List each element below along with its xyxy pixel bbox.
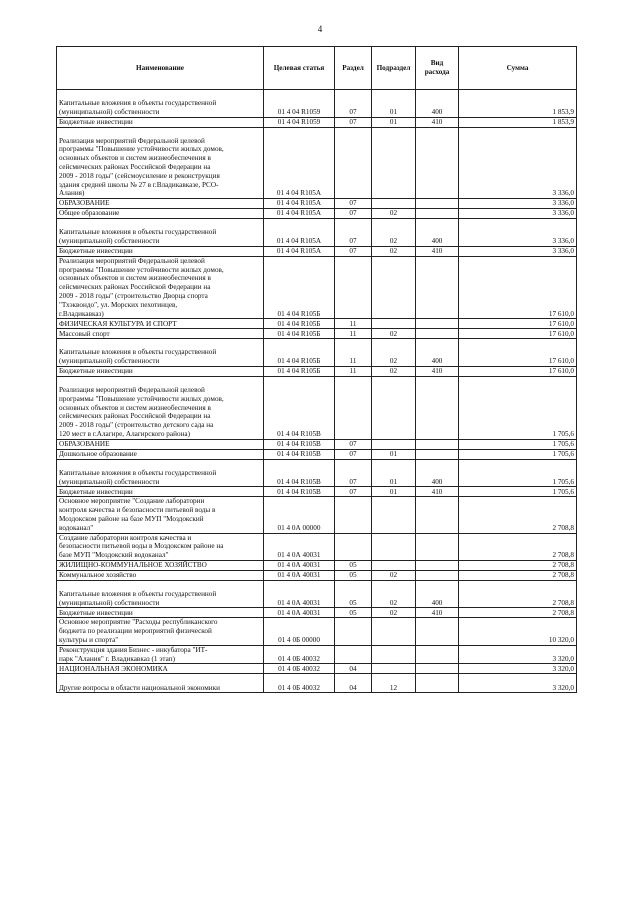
cell-name-line: 2009 - 2018 годы" (сейсмоусиление и реконструкция: [59, 171, 220, 180]
cell-target: 01 4 04 R105Б: [264, 319, 335, 329]
cell-sum: 1 705,6: [459, 487, 577, 497]
cell-sum: 17 610,0: [459, 319, 577, 329]
cell-subsection: [372, 645, 416, 664]
cell-section: 07: [335, 449, 372, 459]
cell-section: 05: [335, 580, 372, 608]
cell-target: 01 4 04 R105Б: [264, 256, 335, 319]
cell-name: [57, 439, 264, 449]
cell-expense-type: [416, 674, 459, 693]
cell-subsection: [372, 560, 416, 570]
cell-name-line: программы "Повышение устойчивости жилых домов,: [59, 394, 224, 403]
budget-table: [56, 46, 577, 693]
table-row: [57, 117, 577, 127]
cell-expense-type: 400: [416, 219, 459, 247]
cell-subsection: 12: [372, 674, 416, 693]
table-row: [57, 329, 577, 339]
cell-subsection: [372, 533, 416, 560]
table-row: [57, 560, 577, 570]
cell-sum: 17 610,0: [459, 256, 577, 319]
table-row: [57, 219, 577, 247]
table-row: [57, 90, 577, 118]
cell-target: 01 4 04 R105В: [264, 459, 335, 487]
cell-target: 01 4 04 R105Б: [264, 339, 335, 367]
cell-section: 05: [335, 560, 372, 570]
cell-sum: 2 708,8: [459, 533, 577, 560]
cell-sum: 17 610,0: [459, 339, 577, 367]
cell-target: 01 4 04 R105В: [264, 439, 335, 449]
cell-expense-type: [416, 645, 459, 664]
cell-name-line: Реализация мероприятий Федеральной целевой: [59, 256, 205, 265]
cell-name: [57, 497, 264, 533]
cell-name-line: Бюджетные инвестиции: [59, 117, 133, 126]
cell-name-line: программы "Повышение устойчивости жилых домов,: [59, 145, 224, 154]
header-subsection: Подраздел: [372, 47, 416, 90]
cell-subsection: 01: [372, 487, 416, 497]
cell-sum: 2 708,8: [459, 570, 577, 580]
cell-name: [57, 339, 264, 367]
table-row: [57, 319, 577, 329]
cell-name: [57, 219, 264, 247]
cell-expense-type: [416, 560, 459, 570]
cell-section: 04: [335, 664, 372, 674]
cell-section: 07: [335, 246, 372, 256]
cell-section: 07: [335, 487, 372, 497]
cell-expense-type: [416, 664, 459, 674]
cell-expense-type: [416, 199, 459, 209]
cell-sum: 17 610,0: [459, 366, 577, 376]
cell-subsection: [372, 618, 416, 645]
header-target: Целевая статья: [264, 47, 335, 90]
cell-name-line: бюджета по реализации мероприятий физической: [59, 627, 212, 636]
cell-subsection: 01: [372, 117, 416, 127]
cell-name-line: Основное мероприятие "Расходы республиканского: [59, 618, 218, 627]
cell-section: [335, 645, 372, 664]
cell-section: [335, 127, 372, 199]
table-row: [57, 533, 577, 560]
cell-sum: 3 336,0: [459, 219, 577, 247]
cell-subsection: 02: [372, 570, 416, 580]
cell-subsection: [372, 376, 416, 439]
cell-name: [57, 329, 264, 339]
cell-name-line: Основное мероприятие "Создание лаборатории: [59, 497, 205, 506]
cell-expense-type: [416, 319, 459, 329]
cell-name-line: сейсмических районах Российской Федерации на: [59, 162, 211, 171]
cell-target: 01 4 0А 40031: [264, 560, 335, 570]
table-row: [57, 608, 577, 618]
cell-expense-type: [416, 209, 459, 219]
cell-name-line: Создание лаборатории контроля качества и: [59, 533, 192, 542]
cell-name-line: Дошкольное образование: [59, 449, 137, 458]
cell-target: 01 4 04 R105А: [264, 199, 335, 209]
cell-name-line: Капитальные вложения в объекты государственной: [59, 228, 217, 237]
cell-name-line: контроля качества и безопасности питьевой воды в: [59, 506, 216, 515]
cell-name: [57, 487, 264, 497]
page-number: 4: [317, 24, 323, 34]
cell-subsection: 01: [372, 90, 416, 118]
cell-name-line: Общее образование: [59, 209, 120, 218]
cell-name: [57, 618, 264, 645]
cell-expense-type: [416, 449, 459, 459]
cell-target: 01 4 0Б 00000: [264, 618, 335, 645]
cell-subsection: 02: [372, 246, 416, 256]
cell-name-line: Бюджетные инвестиции: [59, 246, 133, 255]
cell-name: [57, 645, 264, 664]
cell-name-line: Коммунальное хозяйство: [59, 571, 137, 580]
cell-name: [57, 533, 264, 560]
cell-section: [335, 256, 372, 319]
cell-section: [335, 618, 372, 645]
cell-name-line: (муниципальной) собственности: [59, 357, 160, 366]
cell-name-line: Моздокском районе на базе МУП "Моздокский: [59, 514, 204, 523]
cell-name-line: базе МУП "Моздокский водоканал": [59, 551, 169, 560]
header-sum: Сумма: [459, 47, 577, 90]
cell-section: 07: [335, 90, 372, 118]
cell-name-line: ОБРАЗОВАНИЕ: [59, 199, 110, 208]
cell-name-line: ЖИЛИЩНО-КОММУНАЛЬНОЕ ХОЗЯЙСТВО: [59, 561, 207, 570]
table-header-row: [57, 47, 577, 90]
cell-name-line: Реализация мероприятий Федеральной целевой: [59, 136, 205, 145]
cell-expense-type: 410: [416, 487, 459, 497]
header-expense-type-line2: расхода: [424, 68, 450, 76]
header-expense-type: [416, 47, 459, 90]
table-row: [57, 449, 577, 459]
cell-name-line: Капитальные вложения в объекты государственной: [59, 468, 217, 477]
cell-sum: 1 853,9: [459, 117, 577, 127]
cell-sum: 3 336,0: [459, 199, 577, 209]
table-row: [57, 339, 577, 367]
cell-target: 01 4 04 R105В: [264, 487, 335, 497]
cell-target: 01 4 04 R1059: [264, 117, 335, 127]
cell-name: [57, 246, 264, 256]
cell-expense-type: 400: [416, 339, 459, 367]
cell-section: [335, 533, 372, 560]
cell-name: [57, 664, 264, 674]
cell-target: 01 4 0Б 40032: [264, 645, 335, 664]
cell-name: [57, 209, 264, 219]
cell-target: 01 4 04 R105Б: [264, 366, 335, 376]
cell-expense-type: [416, 376, 459, 439]
cell-name: [57, 90, 264, 118]
cell-subsection: [372, 664, 416, 674]
cell-section: 07: [335, 219, 372, 247]
cell-name-line: НАЦИОНАЛЬНАЯ ЭКОНОМИКА: [59, 664, 168, 673]
cell-subsection: 02: [372, 219, 416, 247]
cell-target: 01 4 04 R105А: [264, 246, 335, 256]
cell-name-line: (муниципальной) собственности: [59, 598, 160, 607]
cell-name: [57, 580, 264, 608]
header-name: Наименование: [57, 47, 264, 90]
cell-name-line: основных объектов и систем жизнеобеспечения в: [59, 403, 211, 412]
cell-name-line: Бюджетные инвестиции: [59, 487, 133, 496]
table-row: [57, 246, 577, 256]
table-row: [57, 459, 577, 487]
cell-section: 07: [335, 117, 372, 127]
cell-subsection: 02: [372, 329, 416, 339]
cell-sum: 17 610,0: [459, 329, 577, 339]
table-row: [57, 376, 577, 439]
cell-sum: 3 336,0: [459, 209, 577, 219]
cell-target: 01 4 04 R105В: [264, 449, 335, 459]
cell-name-line: Другие вопросы в области национальной экономики: [59, 683, 220, 692]
table-row: [57, 366, 577, 376]
cell-name: [57, 449, 264, 459]
cell-name-line: Реализация мероприятий Федеральной целевой: [59, 385, 205, 394]
cell-section: 11: [335, 366, 372, 376]
cell-target: 01 4 0Б 40032: [264, 664, 335, 674]
table-row: [57, 256, 577, 319]
cell-name: [57, 319, 264, 329]
cell-target: 01 4 04 R105А: [264, 127, 335, 199]
cell-target: 01 4 0А 40031: [264, 533, 335, 560]
cell-sum: 3 336,0: [459, 127, 577, 199]
cell-name-line: (муниципальной) собственности: [59, 477, 160, 486]
cell-name-line: ОБРАЗОВАНИЕ: [59, 439, 110, 448]
cell-name-line: основных объектов и систем жизнеобеспечения в: [59, 154, 211, 163]
cell-name-line: г.Владикавказ): [59, 309, 104, 318]
cell-subsection: [372, 497, 416, 533]
cell-sum: 1 705,6: [459, 376, 577, 439]
cell-sum: 1 705,6: [459, 439, 577, 449]
cell-sum: 1 705,6: [459, 459, 577, 487]
cell-target: 01 4 0А 40031: [264, 608, 335, 618]
table-row: [57, 497, 577, 533]
cell-section: [335, 497, 372, 533]
cell-expense-type: [416, 533, 459, 560]
cell-section: 11: [335, 329, 372, 339]
cell-expense-type: 400: [416, 90, 459, 118]
cell-expense-type: [416, 127, 459, 199]
table-row: [57, 127, 577, 199]
cell-expense-type: [416, 497, 459, 533]
table-row: [57, 199, 577, 209]
cell-section: 07: [335, 439, 372, 449]
cell-sum: 2 708,8: [459, 560, 577, 570]
table-row: [57, 664, 577, 674]
cell-section: 07: [335, 459, 372, 487]
table-row: [57, 618, 577, 645]
cell-name-line: безопасности питьевой воды в Моздокском районе на: [59, 542, 224, 551]
cell-name-line: Бюджетные инвестиции: [59, 608, 133, 617]
cell-expense-type: 410: [416, 608, 459, 618]
cell-target: 01 4 0А 00000: [264, 497, 335, 533]
cell-sum: 1 705,6: [459, 449, 577, 459]
header-section: Раздел: [335, 47, 372, 90]
cell-section: 07: [335, 209, 372, 219]
cell-name: [57, 608, 264, 618]
cell-name: [57, 199, 264, 209]
cell-name-line: Реконструкция здания Бизнес - инкубатора "ИТ-: [59, 645, 208, 654]
cell-name: [57, 459, 264, 487]
cell-expense-type: 400: [416, 580, 459, 608]
cell-sum: 2 708,8: [459, 497, 577, 533]
cell-subsection: 02: [372, 339, 416, 367]
cell-expense-type: [416, 256, 459, 319]
cell-name-line: 2009 - 2018 годы" (строительство детского сада на: [59, 421, 214, 430]
cell-sum: 2 708,8: [459, 580, 577, 608]
cell-target: 01 4 0А 40031: [264, 580, 335, 608]
cell-name: [57, 570, 264, 580]
cell-subsection: 01: [372, 459, 416, 487]
table-row: [57, 674, 577, 693]
cell-subsection: 02: [372, 580, 416, 608]
cell-subsection: 01: [372, 449, 416, 459]
cell-sum: 10 320,0: [459, 618, 577, 645]
cell-subsection: [372, 127, 416, 199]
cell-name-line: Бюджетные инвестиции: [59, 367, 133, 376]
cell-sum: 2 708,8: [459, 608, 577, 618]
cell-expense-type: [416, 570, 459, 580]
cell-sum: 3 336,0: [459, 246, 577, 256]
cell-name-line: (муниципальной) собственности: [59, 107, 160, 116]
cell-target: 01 4 04 R105А: [264, 209, 335, 219]
cell-expense-type: 410: [416, 117, 459, 127]
cell-section: 07: [335, 199, 372, 209]
cell-section: 05: [335, 570, 372, 580]
cell-name-line: здания средней школы № 27 в г.Владикавказе, РСО-: [59, 180, 219, 189]
cell-section: 11: [335, 339, 372, 367]
cell-name-line: (муниципальной) собственности: [59, 236, 160, 245]
table-row: [57, 645, 577, 664]
cell-name: [57, 674, 264, 693]
table-row: [57, 487, 577, 497]
cell-expense-type: [416, 329, 459, 339]
cell-target: 01 4 0А 40031: [264, 570, 335, 580]
cell-sum: 1 853,9: [459, 90, 577, 118]
cell-name-line: водоканал": [59, 523, 94, 532]
cell-name: [57, 376, 264, 439]
cell-name-line: Капитальные вложения в объекты государственной: [59, 589, 217, 598]
cell-name-line: Капитальные вложения в объекты государственной: [59, 348, 217, 357]
cell-name-line: парк "Алания" г. Владикавказ (1 этап): [59, 654, 175, 663]
table-row: [57, 209, 577, 219]
cell-section: 11: [335, 319, 372, 329]
header-expense-type-line1: Вид: [430, 59, 444, 68]
cell-subsection: [372, 439, 416, 449]
cell-subsection: [372, 319, 416, 329]
cell-name-line: Капитальные вложения в объекты государственной: [59, 99, 217, 107]
table-row: [57, 439, 577, 449]
cell-name-line: сейсмических районах Российской Федерации на: [59, 412, 211, 421]
cell-name-line: программы "Повышение устойчивости жилых домов,: [59, 265, 224, 274]
table-row: [57, 580, 577, 608]
cell-target: 01 4 04 R105А: [264, 219, 335, 247]
cell-section: 05: [335, 608, 372, 618]
cell-name: [57, 117, 264, 127]
cell-subsection: 02: [372, 209, 416, 219]
cell-target: 01 4 04 R1059: [264, 90, 335, 118]
cell-name-line: "Тхэквондо", ул. Морских пехотинцев,: [59, 300, 178, 309]
cell-name-line: 2009 - 2018 годы" (строительство Дворца спорта: [59, 291, 208, 300]
cell-expense-type: [416, 439, 459, 449]
cell-sum: 3 320,0: [459, 674, 577, 693]
cell-name-line: 120 мест в г.Алагире, Алагирского района): [59, 429, 190, 438]
cell-name-line: Массовый спорт: [59, 329, 110, 338]
cell-name-line: сейсмических районах Российской Федерации на: [59, 283, 211, 292]
cell-subsection: [372, 256, 416, 319]
cell-expense-type: 410: [416, 246, 459, 256]
cell-section: [335, 376, 372, 439]
cell-name-line: ФИЗИЧЕСКАЯ КУЛЬТУРА И СПОРТ: [59, 319, 177, 328]
cell-target: 01 4 0Б 40032: [264, 674, 335, 693]
cell-subsection: 02: [372, 608, 416, 618]
cell-expense-type: 400: [416, 459, 459, 487]
cell-name: [57, 256, 264, 319]
cell-name-line: основных объектов и систем жизнеобеспечения в: [59, 274, 211, 283]
cell-name-line: Алания): [59, 189, 85, 198]
cell-target: 01 4 04 R105В: [264, 376, 335, 439]
cell-sum: 3 320,0: [459, 664, 577, 674]
cell-sum: 3 320,0: [459, 645, 577, 664]
cell-name: [57, 127, 264, 199]
cell-subsection: 02: [372, 366, 416, 376]
cell-subsection: [372, 199, 416, 209]
cell-target: 01 4 04 R105Б: [264, 329, 335, 339]
cell-expense-type: 410: [416, 366, 459, 376]
cell-section: 04: [335, 674, 372, 693]
table-row: [57, 570, 577, 580]
cell-name: [57, 560, 264, 570]
cell-name-line: культуры и спорта": [59, 636, 119, 645]
cell-name: [57, 366, 264, 376]
cell-expense-type: [416, 618, 459, 645]
